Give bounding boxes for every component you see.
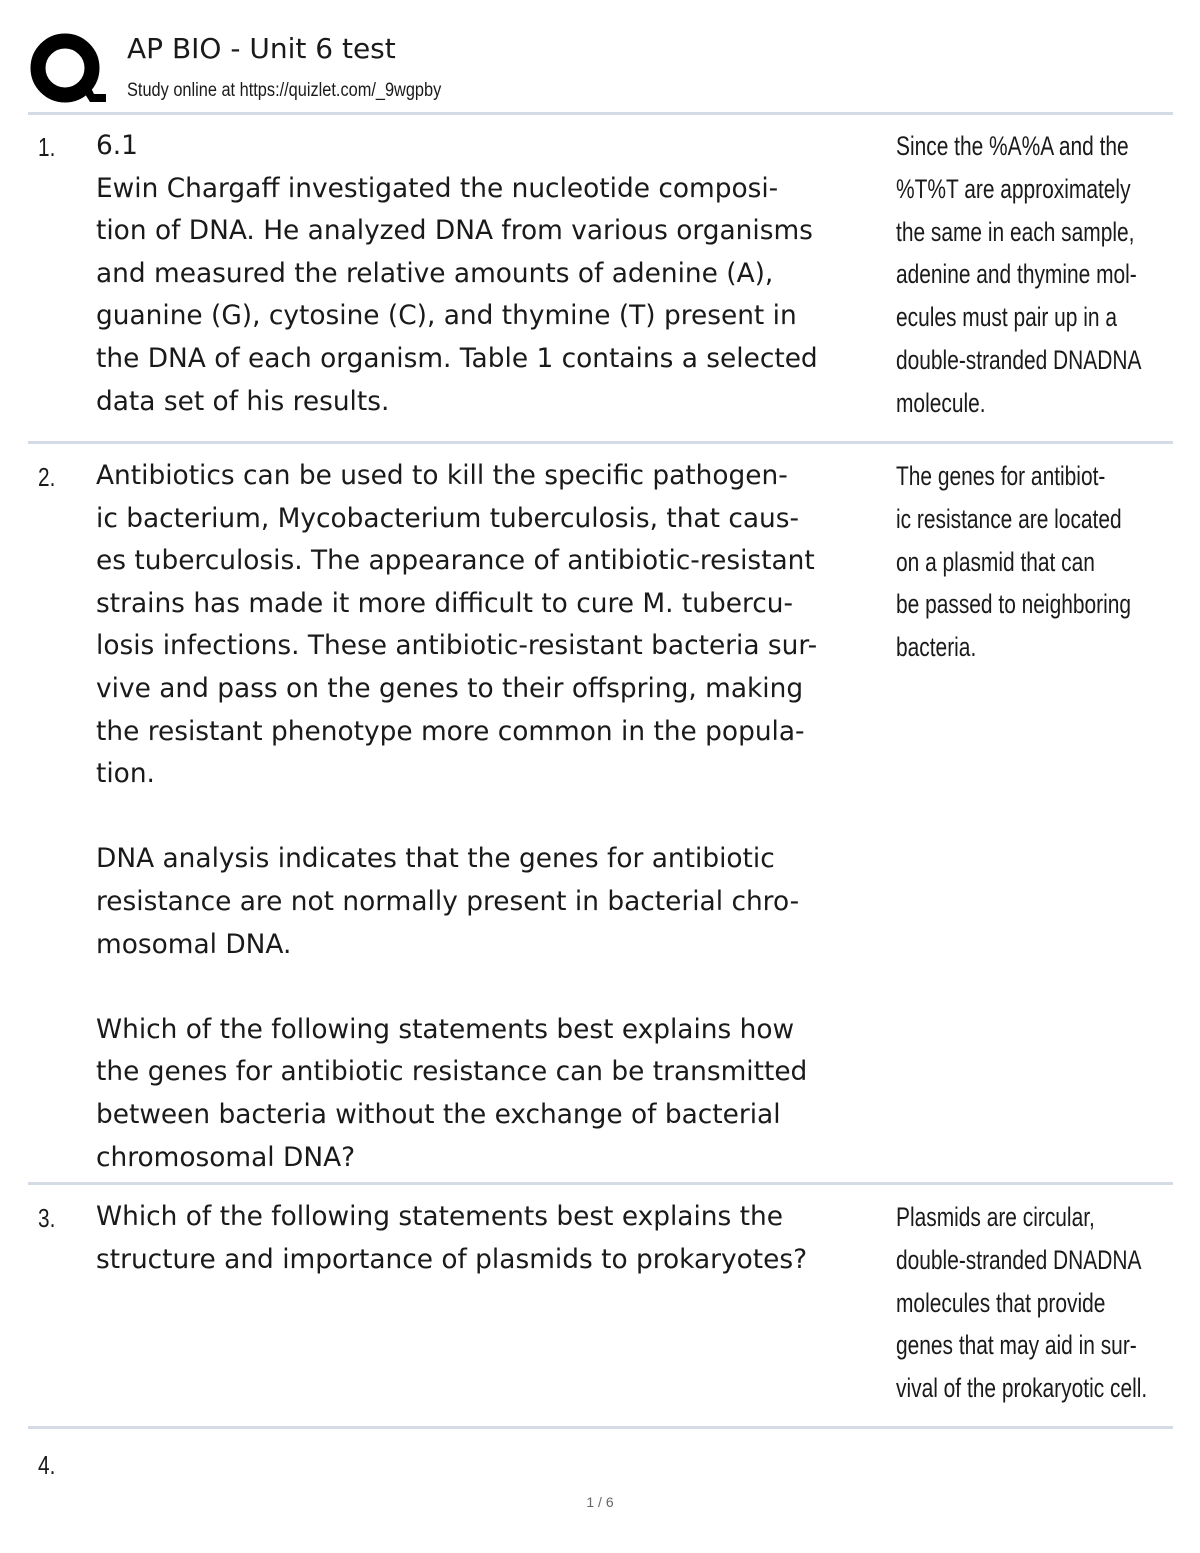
page-title: AP BIO - Unit 6 test [127, 32, 396, 65]
card-term: 6.1 Ewin Chargaff investigated the nucleotide composi- tion of DNA. He analyzed DNA from various organisms and measured the relative amounts of adenine (A), guanine (G), cytosine (C), and thymine (T) present in the DNA of each organism. Table 1 contains a selected data set of his results. [96, 130, 818, 417]
card-term: Which of the following statements best explains the structure and importance of plasmids to prokaryotes? [96, 1201, 808, 1275]
card-number: 2. [38, 462, 56, 492]
card-definition-wrapper [896, 455, 1196, 675]
card-definition-wrapper [896, 125, 1196, 425]
study-link[interactable]: Study online at https://quizlet.com/_9wgpby [127, 80, 442, 101]
divider [28, 1182, 1173, 1185]
card-definition-wrapper [896, 1196, 1196, 1416]
card-number: 3. [38, 1203, 56, 1233]
card-term: Antibiotics can be used to kill the specific pathogen- ic bacterium, Mycobacterium tuberculosis, that caus- es tuberculosis. The appearance of antibiotic-resistant strains has made it more difficult to cure M. tubercu- losis infections. These antibiotic-resistant bacteria sur- vive and pass on the genes to their offspring, making the resistant phenotype more common in the popula- tion. DNA analysis indicates that the genes for antibiotic resistance are not normally present in bacterial chro- mosomal DNA. Which of the following statements best explains how the genes for antibiotic resistance can be transmitted between bacteria without the exchange of bacterial chromosomal DNA? [96, 460, 818, 1173]
quizlet-logo-icon [28, 30, 108, 110]
card-definition: Plasmids are circular, double-stranded DNADNA molecules that provide genes that may aid in sur- vival of the prokaryotic cell. [896, 1202, 1148, 1404]
divider [28, 441, 1173, 444]
card-number: 1. [38, 132, 56, 162]
card-definition: The genes for antibiot- ic resistance are located on a plasmid that can be passed to neighboring bacteria. [896, 461, 1132, 663]
divider [28, 112, 1173, 115]
card-definition: Since the %A%A and the %T%T are approximately the same in each sample, adenine and thymine mol- ecules must pair up in a double-stranded DNADNA molecule. [896, 131, 1142, 418]
page-number: 1 / 6 [586, 1494, 614, 1510]
card-number: 4. [38, 1450, 56, 1480]
page-header [28, 28, 1178, 112]
divider [28, 1426, 1173, 1429]
